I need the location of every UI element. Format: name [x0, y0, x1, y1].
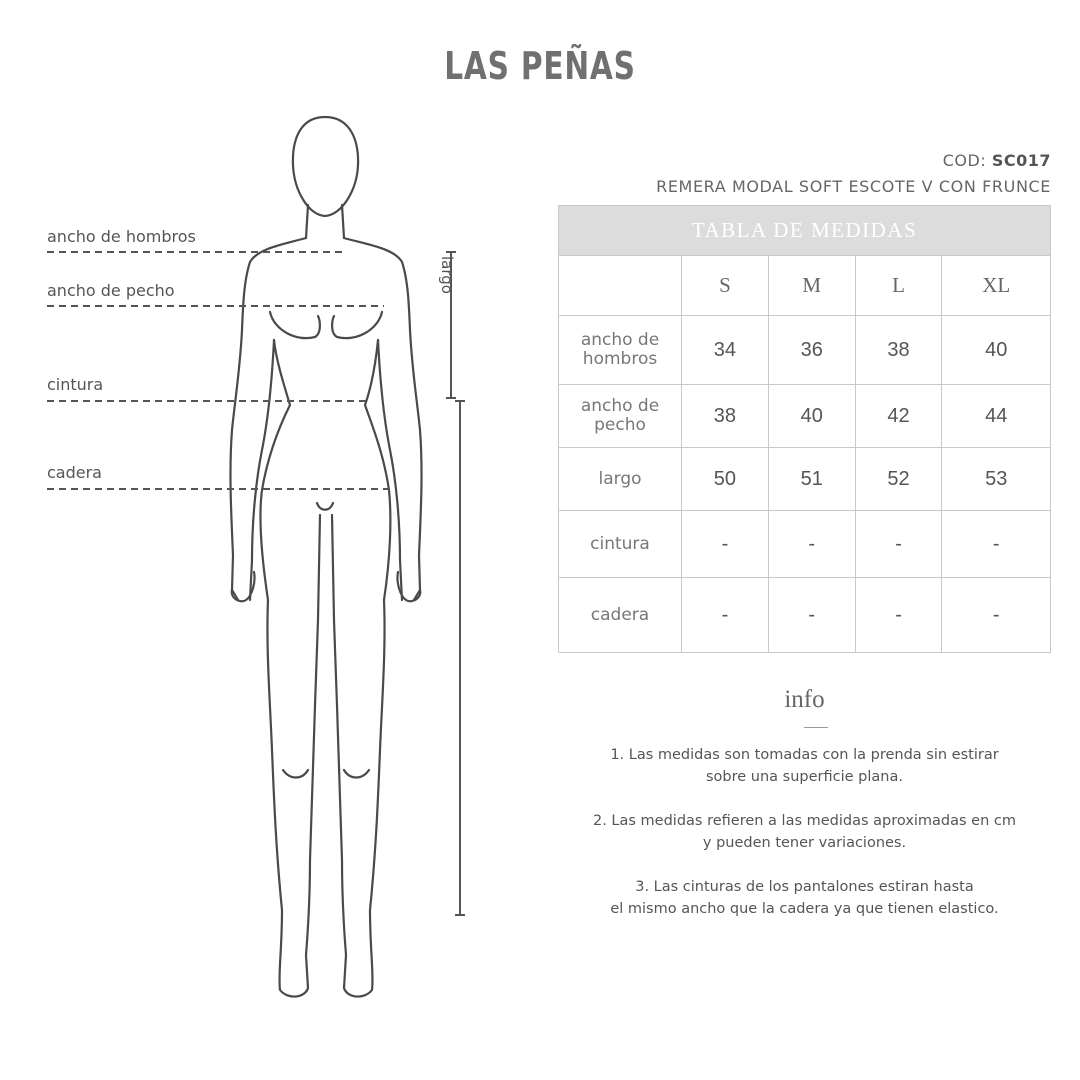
table-row	[559, 578, 1051, 653]
table-cell: -	[942, 578, 1051, 653]
label-cintura: cintura	[47, 375, 104, 394]
info-note	[558, 810, 1051, 854]
table-cell: 40	[768, 385, 855, 448]
size-header: L	[855, 256, 942, 316]
table-cell: 51	[768, 448, 855, 511]
row-label: cadera	[559, 578, 682, 653]
table-row	[559, 385, 1051, 448]
row-label: ancho de hombros	[559, 316, 682, 385]
size-header: S	[682, 256, 769, 316]
table-cell: -	[855, 511, 942, 578]
table-cell: 42	[855, 385, 942, 448]
info-note	[558, 744, 1051, 788]
product-name: REMERA MODAL SOFT ESCOTE V CON FRUNCE	[656, 177, 1051, 196]
label-largo: largo	[438, 256, 456, 294]
label-ancho-pecho: ancho de pecho	[47, 281, 175, 300]
info-divider	[804, 727, 828, 728]
table-cell: 52	[855, 448, 942, 511]
table-row	[559, 448, 1051, 511]
table-cell: -	[682, 578, 769, 653]
table-cell: 53	[942, 448, 1051, 511]
product-code	[943, 151, 1051, 170]
table-row	[559, 511, 1051, 578]
table-cell: -	[855, 578, 942, 653]
figure-head	[293, 117, 358, 216]
info-note-line: 2. Las medidas refieren a las medidas aproximadas en cm	[592, 813, 1017, 829]
table-header-row	[559, 256, 1051, 316]
brand-logo: LAS PEÑAS	[444, 44, 636, 88]
label-cadera: cadera	[47, 463, 102, 482]
label-ancho-hombros: ancho de hombros	[47, 227, 196, 246]
product-code-label: COD:	[942, 151, 987, 170]
table-cell: -	[768, 578, 855, 653]
info-note-line: 3. Las cinturas de los pantalones estiran hasta	[635, 879, 974, 895]
table-cell: 40	[942, 316, 1051, 385]
info-note-line: el mismo ancho que la cadera ya que tienen elastico.	[610, 901, 999, 917]
row-label: cintura	[559, 511, 682, 578]
table-row	[559, 316, 1051, 385]
table-corner-cell	[559, 256, 682, 316]
size-header: M	[768, 256, 855, 316]
table-cell: 50	[682, 448, 769, 511]
table-cell: 38	[682, 385, 769, 448]
size-header: XL	[942, 256, 1051, 316]
info-note-line: sobre una superficie plana.	[706, 769, 903, 785]
product-code-value: SC017	[991, 151, 1051, 170]
table-cell: 44	[942, 385, 1051, 448]
info-note-line: y pueden tener variaciones.	[702, 835, 907, 851]
table-cell: 34	[682, 316, 769, 385]
table-cell: 36	[768, 316, 855, 385]
table-title: TABLA DE MEDIDAS	[559, 206, 1051, 256]
info-note-line: 1. Las medidas son tomadas con la prenda sin estirar	[610, 747, 999, 763]
table-cell: -	[682, 511, 769, 578]
table-cell: -	[942, 511, 1051, 578]
row-label: ancho de pecho	[559, 385, 682, 448]
info-note	[558, 876, 1051, 920]
table-cell: 38	[855, 316, 942, 385]
row-label: largo	[559, 448, 682, 511]
size-table	[558, 205, 1051, 653]
table-cell: -	[768, 511, 855, 578]
info-title: info	[784, 686, 825, 713]
